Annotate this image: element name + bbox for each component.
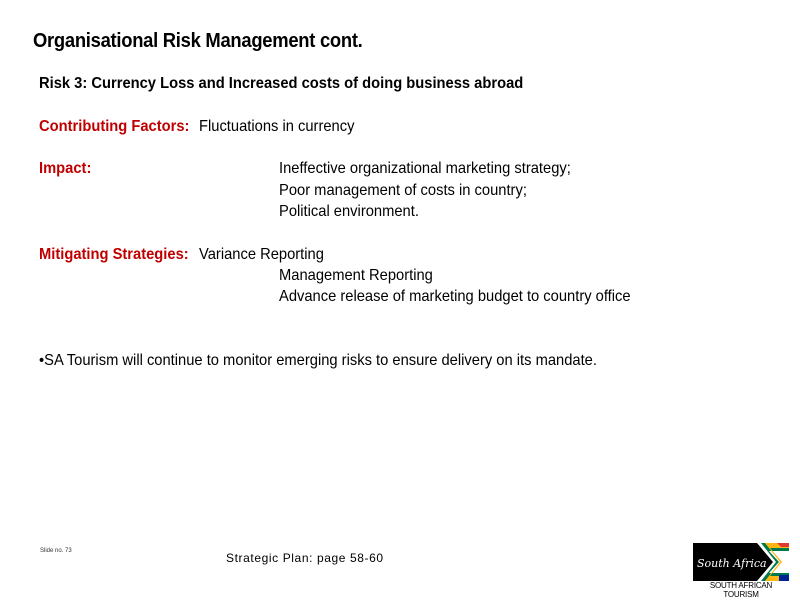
slide-number: Slide no. 73 [40,548,72,554]
impact-item: Ineffective organizational marketing strategy; [279,160,571,177]
logo-caption: SOUTH AFRICAN TOURISM [709,581,773,599]
impact-item: Poor management of costs in country; [279,182,527,199]
impact-label: Impact: [39,160,92,177]
bullet-point: •SA Tourism will continue to monitor emerging risks to ensure delivery on its mandate. [39,352,597,369]
risk-heading: Risk 3: Currency Loss and Increased costs of doing business abroad [39,75,524,92]
slide-title: Organisational Risk Management cont. [33,30,363,52]
contributing-factors-text: Fluctuations in currency [199,118,355,135]
mitigating-strategies-label: Mitigating Strategies: [39,246,189,263]
contributing-factors-label: Contributing Factors: [39,118,190,135]
logo-script-text: South Africa [697,557,767,570]
mitigating-item: Advance release of marketing budget to country office [279,288,631,305]
mitigating-item: Management Reporting [279,267,433,284]
impact-item: Political environment. [279,203,419,220]
strategic-plan-reference: Strategic Plan: page 58-60 [226,551,384,565]
mitigating-item: Variance Reporting [199,246,324,263]
